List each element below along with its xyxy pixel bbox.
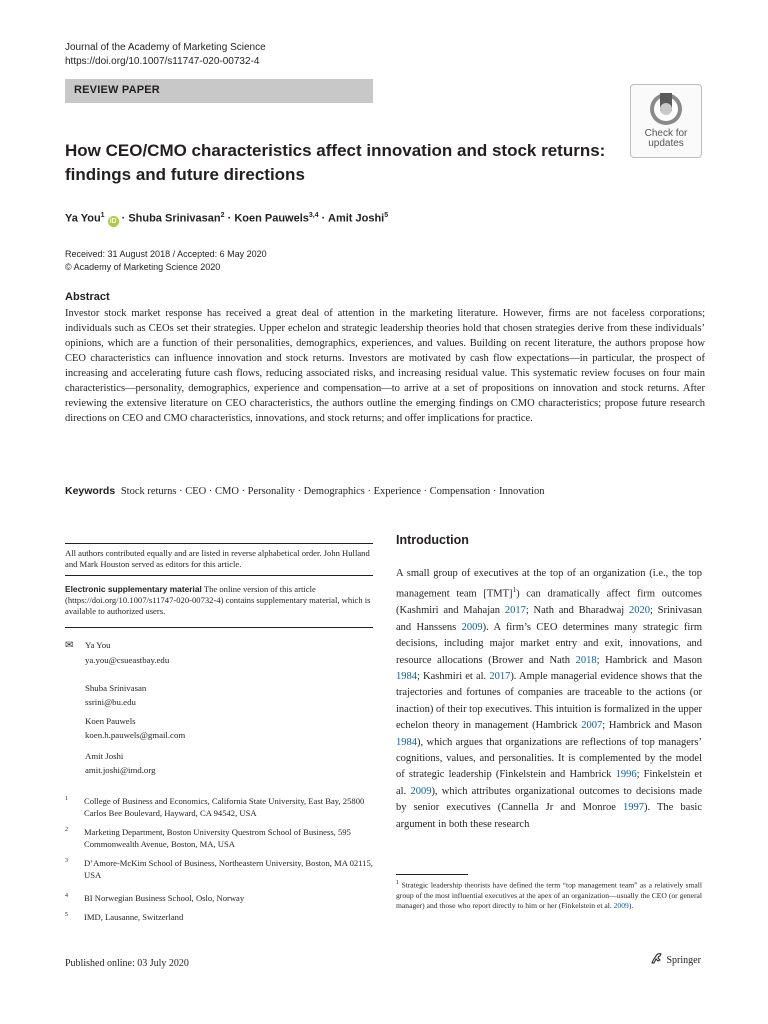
citation-link[interactable]: 2009 xyxy=(613,900,629,910)
contact-entry xyxy=(65,714,185,742)
contact-entry xyxy=(65,681,146,709)
footnote: $^1$ Strategic leadership theorists have defined the term “top management team” as a relatively small group of the most influential executives at the apex of an organization—usually the CEO (or general manager) and those who report directly to him or her (Finkelstein et al. 2009). xyxy=(396,880,702,910)
introduction-text: A small group of executives at the top of an organization (i.e., the top management team [TMT]$^1$) can dramatically affect firm outcomes (Kashmiri and Mahajan 2017; Nath and Bharadwaj 2020; Srinivasan and Hanssens 2009). A firm’s CEO determines many strategic firm decisions, including major market entry and exit, innovations, and resource allocations (Brower and Nath 2018; Hambrick and Mason 1984; Kashmiri et al. 2017). Ample managerial evidence shows that the trajectories and fortunes of companies are traceable to the actions (or inaction) of their top executives. This intuition is formalized in the upper echelon theory in management (Hambrick 2007; Hambrick and Mason 1984), which argues that organizations are reflections of top managers’ cognitions, values, and personalities. It is complemented by the model of strategic leadership (Finkelstein and Hambrick 1996; Finkelstein et al. 2009), which attributes organizational outcomes to decisions made by senior executives (Cannella Jr and Monroe 1997). The basic argument in both these research xyxy=(396,568,703,830)
author-name[interactable]: Amit Joshi xyxy=(328,212,385,225)
author-name[interactable]: Koen Pauwels xyxy=(234,212,309,225)
contact-entry xyxy=(65,638,169,667)
published-date: Published online: 03 July 2020 xyxy=(65,958,189,969)
divider xyxy=(65,575,373,576)
envelope-icon[interactable]: ✉ xyxy=(65,640,74,651)
footnote-marker[interactable]: 1 xyxy=(512,586,517,595)
journal-header xyxy=(65,41,266,69)
abstract-heading: Abstract xyxy=(65,291,110,303)
paper-title: How CEO/CMO characteristics affect innovation and stock returns: findings and future directions xyxy=(65,141,606,184)
author-name[interactable]: Shuba Srinivasan xyxy=(128,212,221,225)
citation-link[interactable]: 2018 xyxy=(575,654,597,666)
esm-text: The online version of this article (https://doi.org/10.1007/s11747-020-00732-4) contains supplementary material, which is available to authorized users. xyxy=(65,584,371,616)
contact-name: Shuba Srinivasan xyxy=(85,683,147,693)
citation-link[interactable]: 1997 xyxy=(622,802,644,814)
divider xyxy=(65,627,373,628)
received-accepted: Received: 31 August 2018 / Accepted: 6 May 2020 xyxy=(65,249,267,259)
contact-entry xyxy=(65,749,156,777)
doi-link[interactable]: https://doi.org/10.1007/s11747-020-00732-4 xyxy=(65,56,260,67)
contact-email[interactable]: ssrini@bu.edu xyxy=(85,697,136,707)
footnote-divider xyxy=(396,874,468,875)
article-history xyxy=(65,248,267,274)
contact-email[interactable]: koen.h.pauwels@gmail.com xyxy=(85,730,186,740)
crossmark-icon xyxy=(631,85,701,129)
paper-type-banner: REVIEW PAPER xyxy=(65,79,373,103)
esm-label: Electronic supplementary material xyxy=(65,584,202,594)
contact-email[interactable]: ya.you@csueastbay.edu xyxy=(85,655,170,665)
keywords xyxy=(65,484,545,499)
journal-name: Journal of the Academy of Marketing Science xyxy=(65,42,266,53)
editor-note: All authors contributed equally and are listed in reverse alphabetical order. John Hulland and Mark Houston served as editors for this article. xyxy=(65,548,370,569)
abstract-text: Investor stock market response has received a great deal of attention in the marketing literature. However, firms are not faceless corporations; individuals such as CEOs set their strategies. Upper echelon and strategic leadership theories hold that chosen strategies derive from these individuals’ opinions, which are a function of their personalities, demographics, experiences, and values. Building on recent literature, the authors propose how CEO characteristics can influence innovation and stock returns. Investors are motivated by cash flow expectations—in particular, the prospect of increasing and accelerating future cash flows, reducing associated risks, and increasing residual value. This systematic review focuses on four main characteristics—personality, demographics, experience and compensation—to arrive at a set of propositions on innovation and stock returns. After reviewing the extensive literature on CEO characteristics, the authors outline the emerging findings on CMO characteristics; propose future research directions on CEO and CMO characteristics, innovations, and stock returns; and offer implications for practice. xyxy=(65,308,705,424)
contact-email[interactable]: amit.joshi@imd.org xyxy=(85,765,156,775)
contact-name: Ya You xyxy=(85,640,111,650)
divider xyxy=(65,543,373,544)
keywords-text: Stock returns · CEO · CMO · Personality · Demographics · Experience · Compensation · Innovation xyxy=(120,486,545,497)
citation-link[interactable]: 2009 xyxy=(461,621,483,633)
citation-link[interactable]: 2017 xyxy=(489,670,511,682)
orcid-icon[interactable]: iD xyxy=(109,217,117,225)
check-for-updates-button[interactable] xyxy=(630,84,702,158)
section-heading: Introduction xyxy=(396,533,469,547)
esm-note xyxy=(65,584,373,617)
contact-name: Koen Pauwels xyxy=(85,716,136,726)
springer-horse-icon xyxy=(650,951,664,965)
publisher-logo xyxy=(650,951,701,969)
citation-link[interactable]: 2017 xyxy=(504,605,526,617)
footnote-number: 1 xyxy=(396,880,399,886)
publisher-name: Springer xyxy=(666,955,701,966)
contact-name: Amit Joshi xyxy=(85,751,124,761)
author-name[interactable]: Ya You xyxy=(65,212,101,225)
keywords-label: Keywords xyxy=(65,485,116,497)
citation-link[interactable]: 1984 xyxy=(396,670,417,682)
citation-link[interactable]: 2007 xyxy=(581,720,603,732)
citation-link[interactable]: 1996 xyxy=(615,769,637,781)
citation-link[interactable]: 2020 xyxy=(628,605,650,617)
check-for-updates-label: Check for updates xyxy=(644,128,688,149)
citation-link[interactable]: 2009 xyxy=(410,785,432,797)
citation-link[interactable]: 1984 xyxy=(396,736,417,748)
author-list: Ya You$^1$iD · Shuba Srinivasan$^2$ · Koen Pauwels$^{3,4}$ · Amit Joshi$^5$ xyxy=(65,212,389,225)
copyright-line: © Academy of Marketing Science 2020 xyxy=(65,262,221,272)
